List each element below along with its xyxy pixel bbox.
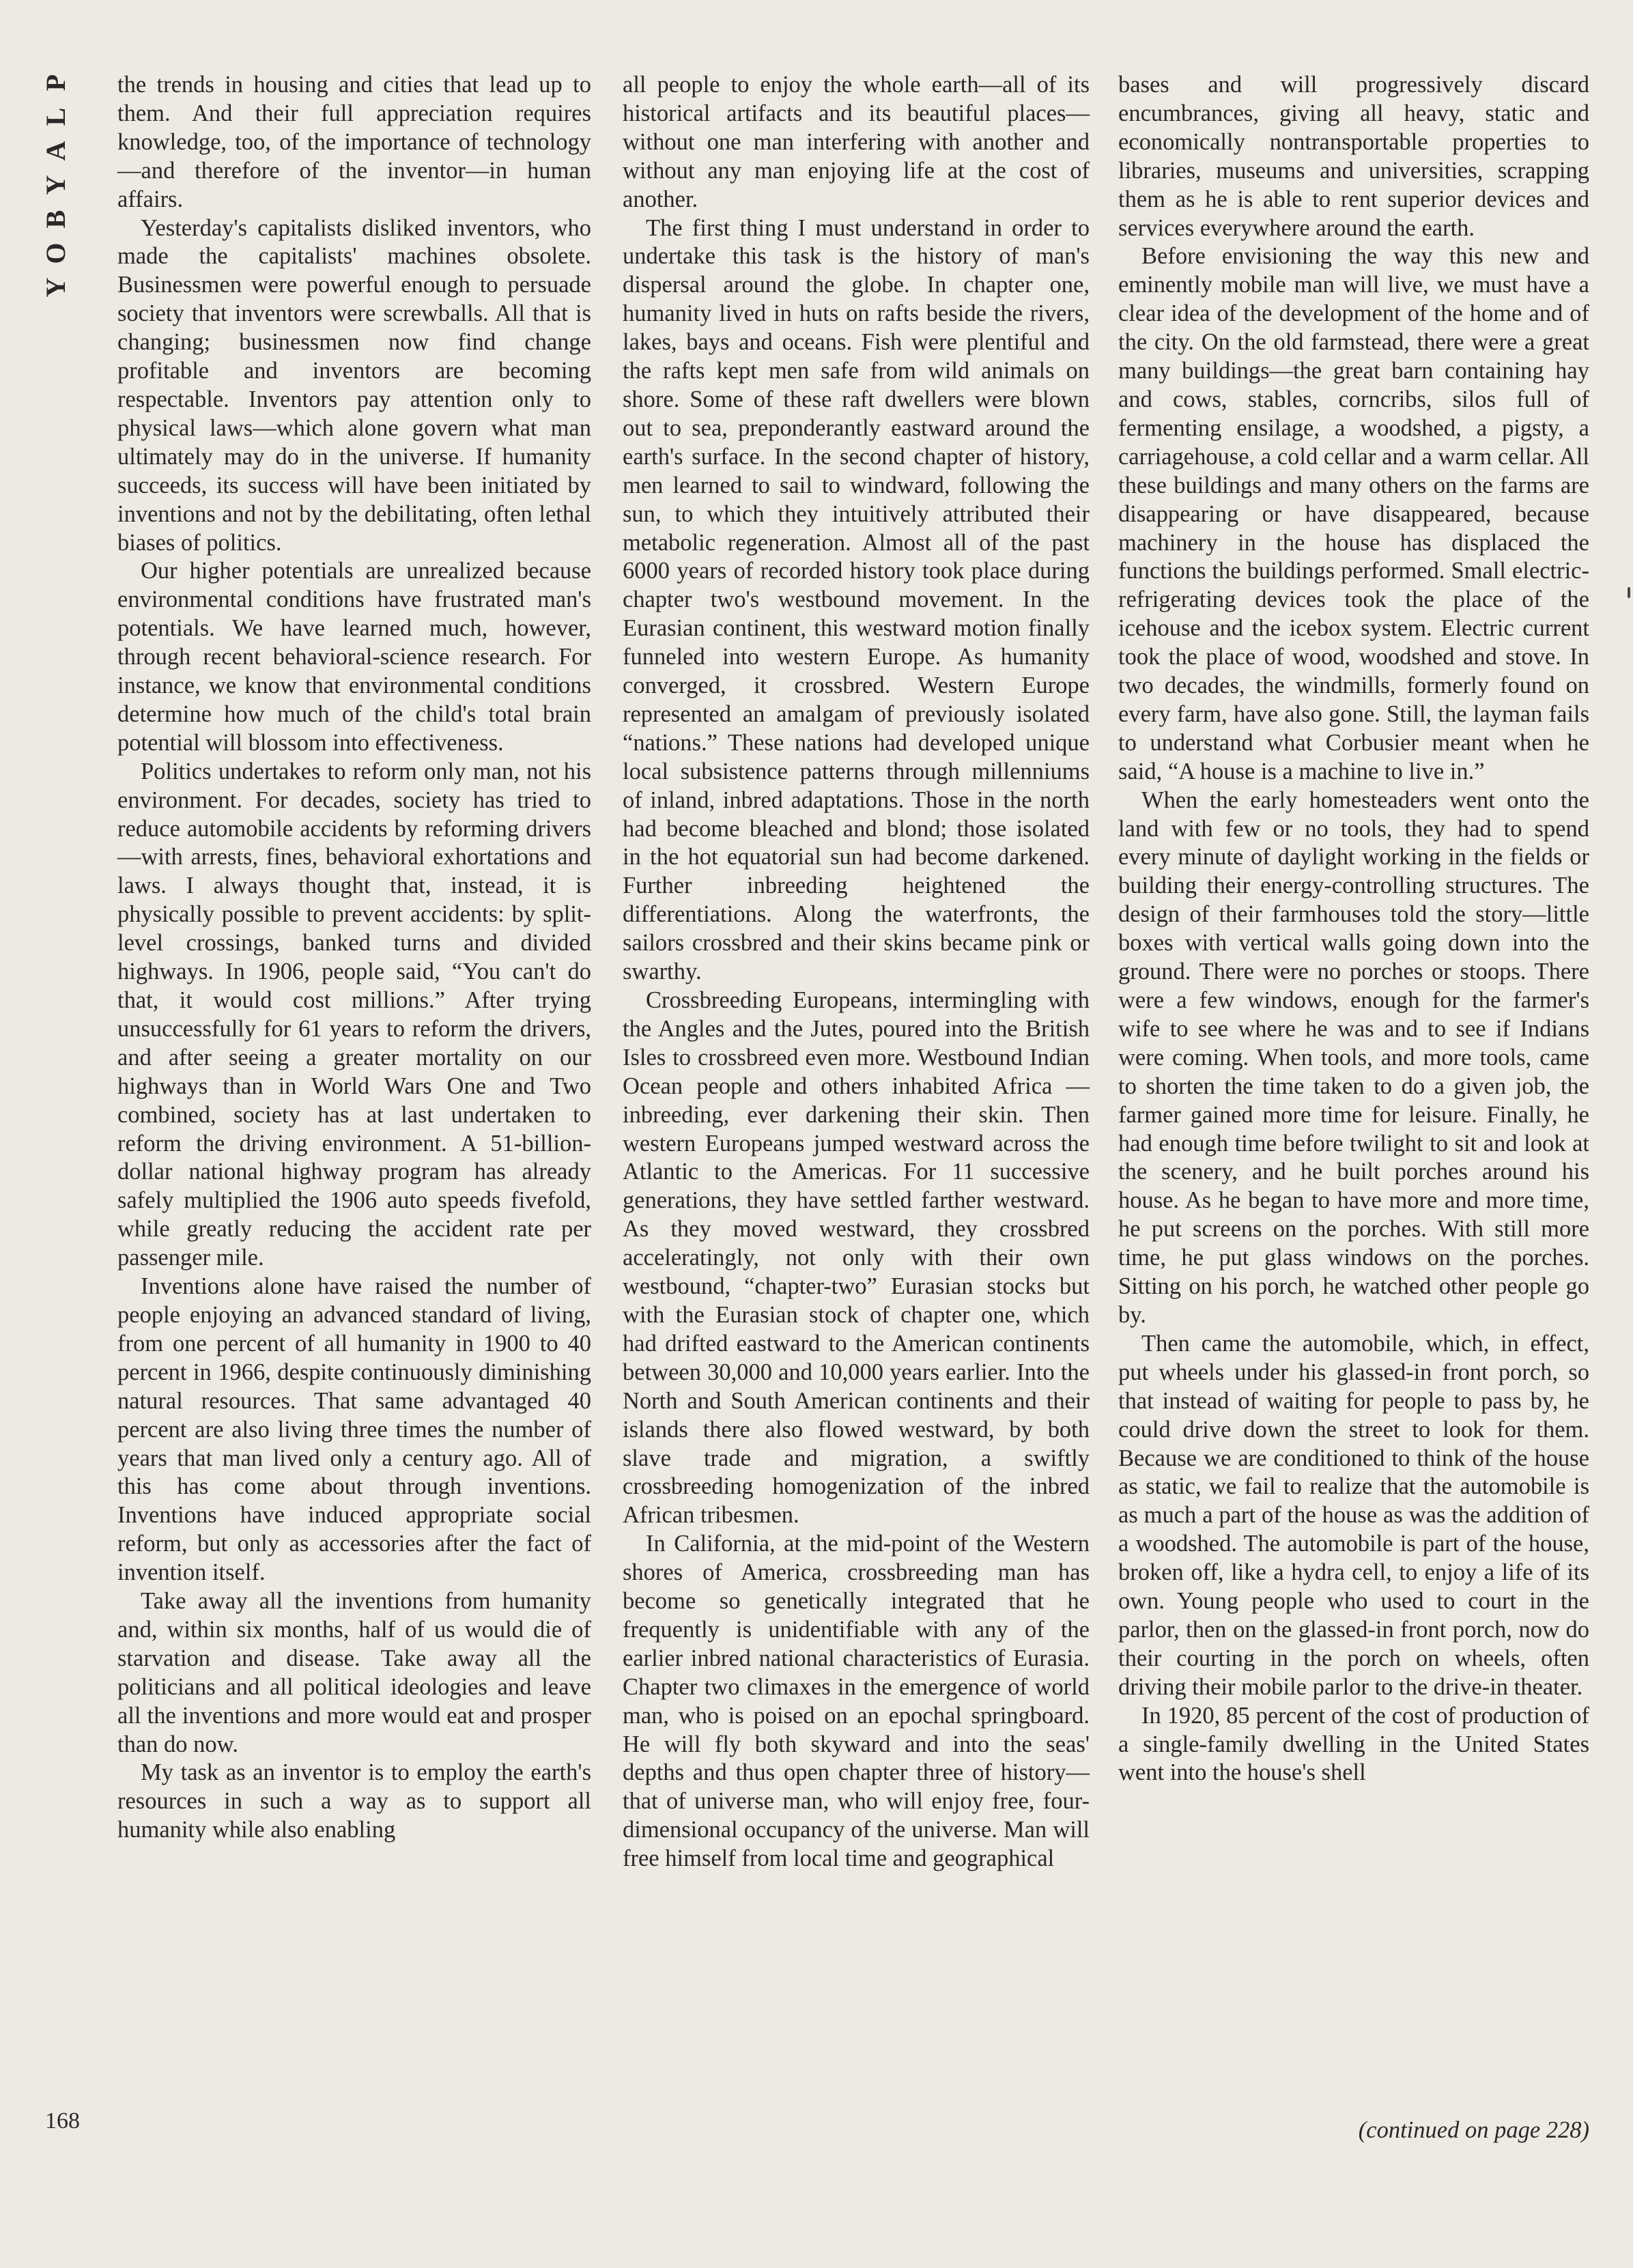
paragraph: Before envisioning the way this new and eminently mobile man will live, we must have a clear idea of the development of the home and of the city. On the old farmstead, there were a great many buildings—the great barn containing hay and cows, stables, corncribs, silos full of fermenting ensilage, a woodshed, a pigsty, a carriagehouse, a cold cellar and a warm cellar. All these buildings and many others on the farms are disappearing or have disappeared, because machinery in the house has displaced the functions the buildings performed. Small electric-refrigerating devices took the place of the icehouse and the icebox system. Electric current took the place of wood, woodshed and stove. In two decades, the windmills, formerly found on every farm, have also gone. Still, the layman fails to understand what Corbusier meant when he said, “A house is a machine to live in.” [1118,243,1589,784]
paragraph: Yesterday's capitalists disliked inventors, who made the capitalists' machines obsolete. Businessmen were powerful enough to persuade society that inventors were screwballs. All that is changing; businessmen now find change profitable and inventors are becoming respectable. Inventors pay attention only to physical laws—which alone govern what man ultimately may do in the universe. If humanity succeeds, its success will have been initiated by inventions and not by the debilitating, often lethal biases of politics. [117,214,591,556]
paragraph: Inventions alone have raised the number of people enjoying an advanced standard of living, from one percent of all humanity in 1900 to 40 percent in 1966, despite continuously diminishing natural resources. That same advantaged 40 percent are also living three times the number of years that man lived only a century ago. All of this has come about through inventions. Inventions have induced appropriate social reform, but only as accessories after the fact of invention itself. [117,1273,591,1586]
paragraph: My task as an inventor is to employ the earth's resources in such a way as to support all humanity while also enabling [117,1759,591,1843]
continued-note: (continued on page 228) [1358,2117,1589,2143]
masthead-letter: L [40,107,71,126]
magazine-masthead [42,66,70,304]
page-edge-mark [1628,587,1630,598]
paragraph: The first thing I must understand in order to undertake this task is the history of man's dispersal around the globe. In chapter one, humanity lived in huts on rafts beside the rivers, lakes, bays and oceans. Fish were plentiful and the rafts kept men safe from wild animals on shore. Some of these raft dwellers were blown out to sea, preponderantly eastward around the earth's surface. In the second chapter of history, men learned to sail to windward, following the sun, to which they intuitively attributed their metabolic regeneration. Almost all of the past 6000 years of recorded history took place during chapter two's westbound movement. In the Eurasian continent, this westward motion finally funneled into western Europe. As humanity converged, it crossbred. Western Europe represented an amalgam of previously isolated “nations.” These nations had developed unique local subsistence patterns through millenniums of inland, inbred adaptations. Those in the north had become bleached and blond; those isolated in the hot equatorial sun had become darkened. Further inbreeding heightened the differentiations. Along the waterfronts, the sailors crossbred and their skins became pink or swarthy. [623,214,1090,985]
masthead-letter: B [40,210,71,229]
text-column-1 [117,71,591,1845]
paragraph: bases and will progressively discard encumbrances, giving all heavy, static and economically nontransportable properties to libraries, museums and universities, scrapping them as he is able to rent superior devices and services everywhere around the earth. [1118,72,1589,241]
masthead-letter: Y [40,175,71,195]
paragraph: all people to enjoy the whole earth—all of its historical artifacts and its beautiful places—without one man interfering with another and without any man enjoying life at the cost of another. [623,72,1090,212]
text-column-3 [1118,71,1589,1787]
paragraph: When the early homesteaders went onto the land with few or no tools, they had to spend every minute of daylight working in the fields or building their energy-controlling structures. The design of their farmhouses told the story—little boxes with vertical walls going down into the ground. There were no porches or stoops. There were a few windows, enough for the farmer's wife to see where he was and to see if Indians were coming. When tools, and more tools, came to shorten the time taken to do a given job, the farmer gained more time for leisure. Finally, he had enough time before twilight to sit and look at the scenery, and he built porches around his house. As he began to have more and more time, he put screens on the porches. With still more time, he put glass windows on the porches. Sitting on his porch, he watched other people go by. [1118,786,1589,1328]
paragraph: In 1920, 85 percent of the cost of production of a single-family dwelling in the United States went into the house's shell [1118,1702,1589,1786]
paragraph: the trends in housing and cities that lead up to them. And their full appreciation requires knowledge, too, of the importance of technology—and therefore of the inventor—in human affairs. [117,72,591,212]
paragraph: Our higher potentials are unrealized because environmental conditions have frustrated man's potentials. We have learned much, however, through recent behavioral-science research. For instance, we know that environmental conditions determine how much of the child's total brain potential will blossom into effectiveness. [117,558,591,756]
paragraph: Then came the automobile, which, in effect, put wheels under his glassed-in front porch, so that instead of waiting for people to pass by, he could drive down the street to look for them. Because we are conditioned to think of the house as static, we fail to realize that the automobile is as much a part of the house as was the addition of a woodshed. The automobile is part of the house, broken off, like a hydra cell, to enjoy a life of its own. Young people who used to court in the parlor, then on the glassed-in front porch, now do their courting in the porch on wheels, often driving their mobile parlor to the drive-in theater. [1118,1330,1589,1700]
masthead-letter: A [40,141,71,161]
masthead-letter: P [40,74,71,91]
paragraph: Crossbreeding Europeans, intermingling with the Angles and the Jutes, poured into the British Isles to crossbreed even more. Westbound Indian Ocean people and others inhabited Africa —inbreeding, ever darkening their skin. Then western Europeans jumped westward across the Atlantic to the Americas. For 11 successive generations, they have settled farther westward. As they moved westward, they crossbred acceleratingly, not only with their own westbound, “chapter-two” Eurasian stocks but with the Eurasian stock of chapter one, which had drifted eastward to the American continents between 30,000 and 10,000 years earlier. Into the North and South American continents and their islands there also flowed westward, by both slave trade and migration, a swiftly crossbreeding homogenization of the inbred African tribesmen. [623,987,1090,1529]
page-number: 168 [45,2108,80,2134]
masthead-letter: O [40,242,71,264]
paragraph: In California, at the mid-point of the Western shores of America, crossbreeding man has become so genetically integrated that he frequently is unidentifiable with any of the earlier inbred national characteristics of Eurasia. Chapter two climaxes in the emergence of world man, who is poised on an epochal springboard. He will fly both skyward and into the seas' depths and thus open chapter three of history—that of universe man, who will enjoy free, four-dimensional occupancy of the universe. Man will free himself from local time and geographical [623,1531,1090,1872]
masthead-letter: Y [40,277,71,298]
paragraph: Politics undertakes to reform only man, not his environment. For decades, society has tried to reduce automobile accidents by reforming drivers—with arrests, fines, behavioral exhortations and laws. I always thought that, instead, it is physically possible to prevent accidents: by split-level crossings, banked turns and divided highways. In 1906, people said, “You can't do that, it would cost millions.” After trying unsuccessfully for 61 years to reform the drivers, and after seeing a greater mortality on our highways than in World Wars One and Two combined, society has at last undertaken to reform the driving environment. A 51-billion-dollar national highway program has already safely multiplied the 1906 auto speeds fivefold, while greatly reducing the accident rate per passenger mile. [117,758,591,1271]
paragraph: Take away all the inventions from humanity and, within six months, half of us would die of starvation and disease. Take away all the politicians and all political ideologies and leave all the inventions and more would eat and prosper than do now. [117,1588,591,1757]
text-column-2 [623,71,1090,1873]
